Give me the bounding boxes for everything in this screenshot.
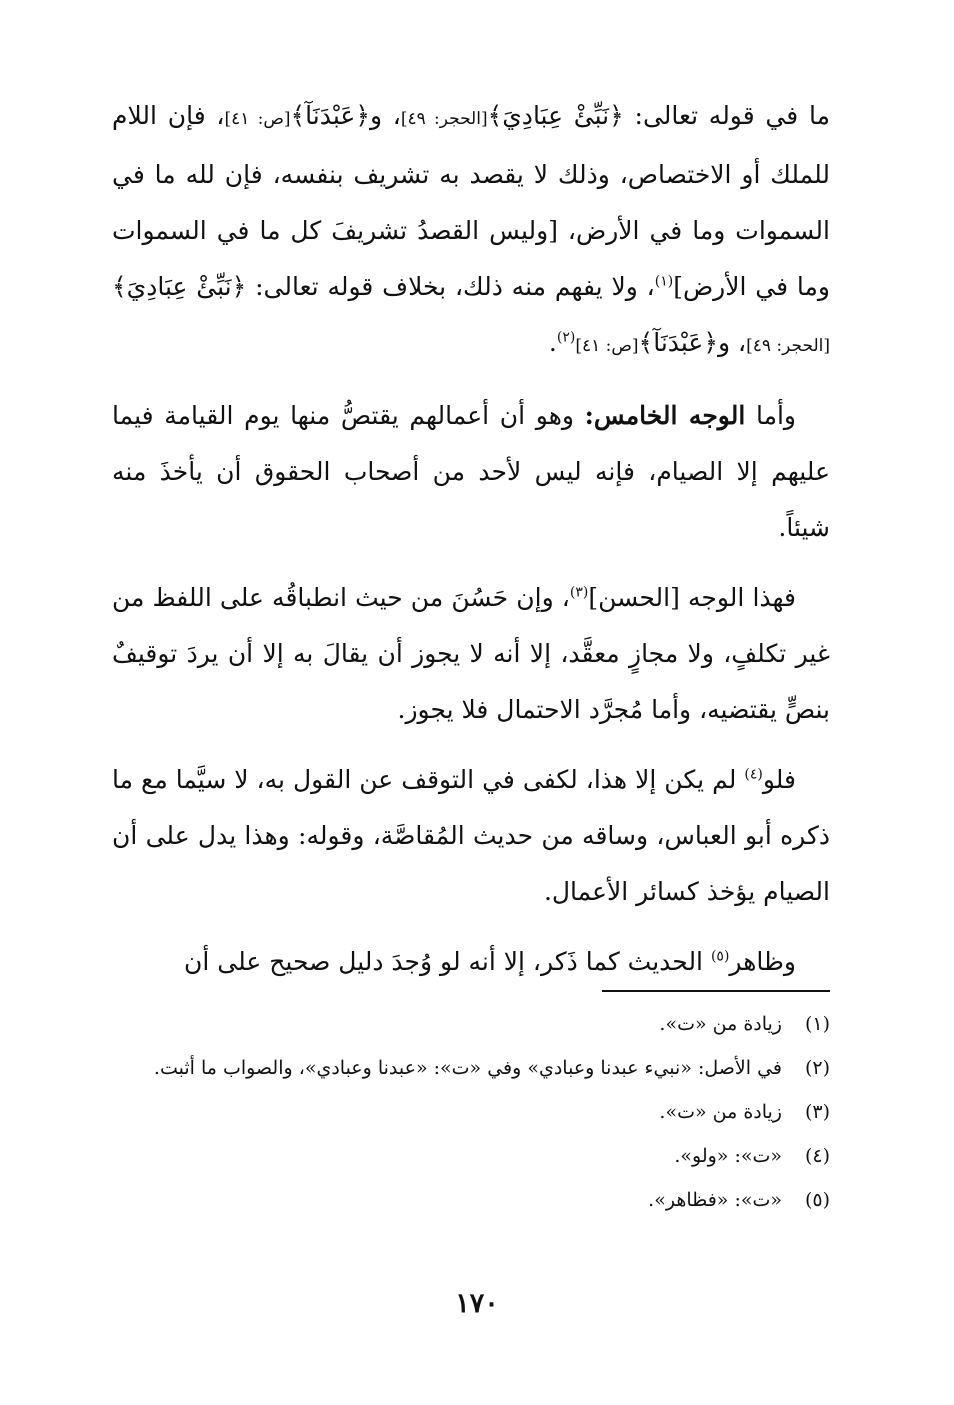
footnote-text: زيادة من «ت». <box>659 1013 782 1035</box>
text-segment: وهو أن أعمالهم يقتصُّ منها يوم القيامة فيما عليهم إلا الصيام، فإنه ليس لأحد من أصحاب الحقوق أن يأخذَ منه شيئاً. <box>112 401 830 542</box>
footnote-item <box>112 1184 830 1217</box>
paragraph-1 <box>112 88 830 374</box>
paragraph-5 <box>112 934 830 990</box>
footnote-marker: (١) <box>654 273 674 290</box>
paragraph-3 <box>112 570 830 738</box>
verse-reference: [ص: ٤١] <box>575 336 639 356</box>
text-segment: ، وإن حَسُنَ من حيث انطباقُه على اللفظ من غير تكلفٍ، ولا مجازٍ معقَّد، إلا أنه لا يجوز أن يقالَ به إلا أن يردَ توقيفٌ بنصٍّ يقتضيه، وأما مُجرَّد الاحتمال فلا يجوز. <box>112 583 830 724</box>
text-segment: وأما <box>745 401 797 430</box>
text-segment: الحديث كما ذَكر، إلا أنه لو وُجدَ دليل صحيح على أن <box>184 947 711 976</box>
main-text <box>112 88 830 1004</box>
footnote-number: (٥) <box>804 1189 830 1211</box>
footnote-text: «ت»: «ولو». <box>674 1145 782 1167</box>
footnote-item <box>112 1096 830 1129</box>
footnote-marker: (٥) <box>710 948 730 965</box>
text-segment: فلو <box>762 765 796 794</box>
text-segment: ، ولا يفهم منه ذلك، بخلاف قوله تعالى: ﴿نَبِّئْ عِبَادِيَ﴾ <box>112 272 655 301</box>
text-segment: ما في قوله تعالى: ﴿نَبِّئْ عِبَادِيَ﴾ <box>487 101 830 130</box>
footnote-text: زيادة من «ت». <box>659 1101 782 1123</box>
footnote-list <box>112 1008 830 1228</box>
verse-reference: [الحجر: ٤٩] <box>400 109 488 129</box>
verse-reference: [الحجر: ٤٩] <box>746 336 830 356</box>
text-segment: وظاهر <box>729 947 796 976</box>
text-segment: . <box>548 328 557 357</box>
text-segment: ، و﴿عَبْدَنَآ﴾ <box>290 101 401 130</box>
text-segment: ، فإن اللام للملك أو الاختصاص، وذلك لا يقصد به تشريف بنفسه، فإن لله ما في السموات وما في الأرض، [وليس القصدُ تشريفَ كل ما في السموات وما في الأرض] <box>112 101 830 301</box>
paragraph-2 <box>112 388 830 556</box>
footnote-text: في الأصل: «نبيء عبدنا وعبادي» وفي «ت»: «عبدنا وعبادي»، والصواب ما أثبت. <box>153 1057 782 1079</box>
footnote-item <box>112 1008 830 1041</box>
paragraph-4 <box>112 752 830 920</box>
verse-reference: [ص: ٤١] <box>224 109 291 129</box>
page-number: ١٧٠ <box>455 1288 499 1319</box>
text-segment: لم يكن إلا هذا، لكفى في التوقف عن القول به، لا سيَّما مع ما ذكره أبو العباس، وساقه من حديث المُقاصَّة، وقوله: وهذا يدل على أن الصيام يؤخذ كسائر الأعمال. <box>112 765 830 906</box>
footnote-marker: (٢) <box>556 329 576 346</box>
footnote-marker: (٣) <box>569 584 589 601</box>
footnote-item <box>112 1052 830 1085</box>
footnote-marker: (٤) <box>744 766 763 783</box>
footnote-number: (٢) <box>804 1057 830 1079</box>
footnote-text: «ت»: «فظاهر». <box>648 1189 782 1211</box>
footnote-number: (٣) <box>804 1101 830 1123</box>
text-segment: ، و﴿عَبْدَنَآ﴾ <box>638 328 747 357</box>
text-segment: فهذا الوجه [الحسن] <box>588 583 797 612</box>
section-heading: الوجه الخامس: <box>584 401 746 430</box>
footnote-number: (١) <box>804 1013 830 1035</box>
footnote-number: (٤) <box>804 1145 830 1167</box>
footnote-divider <box>602 990 830 992</box>
footnote-item <box>112 1140 830 1173</box>
